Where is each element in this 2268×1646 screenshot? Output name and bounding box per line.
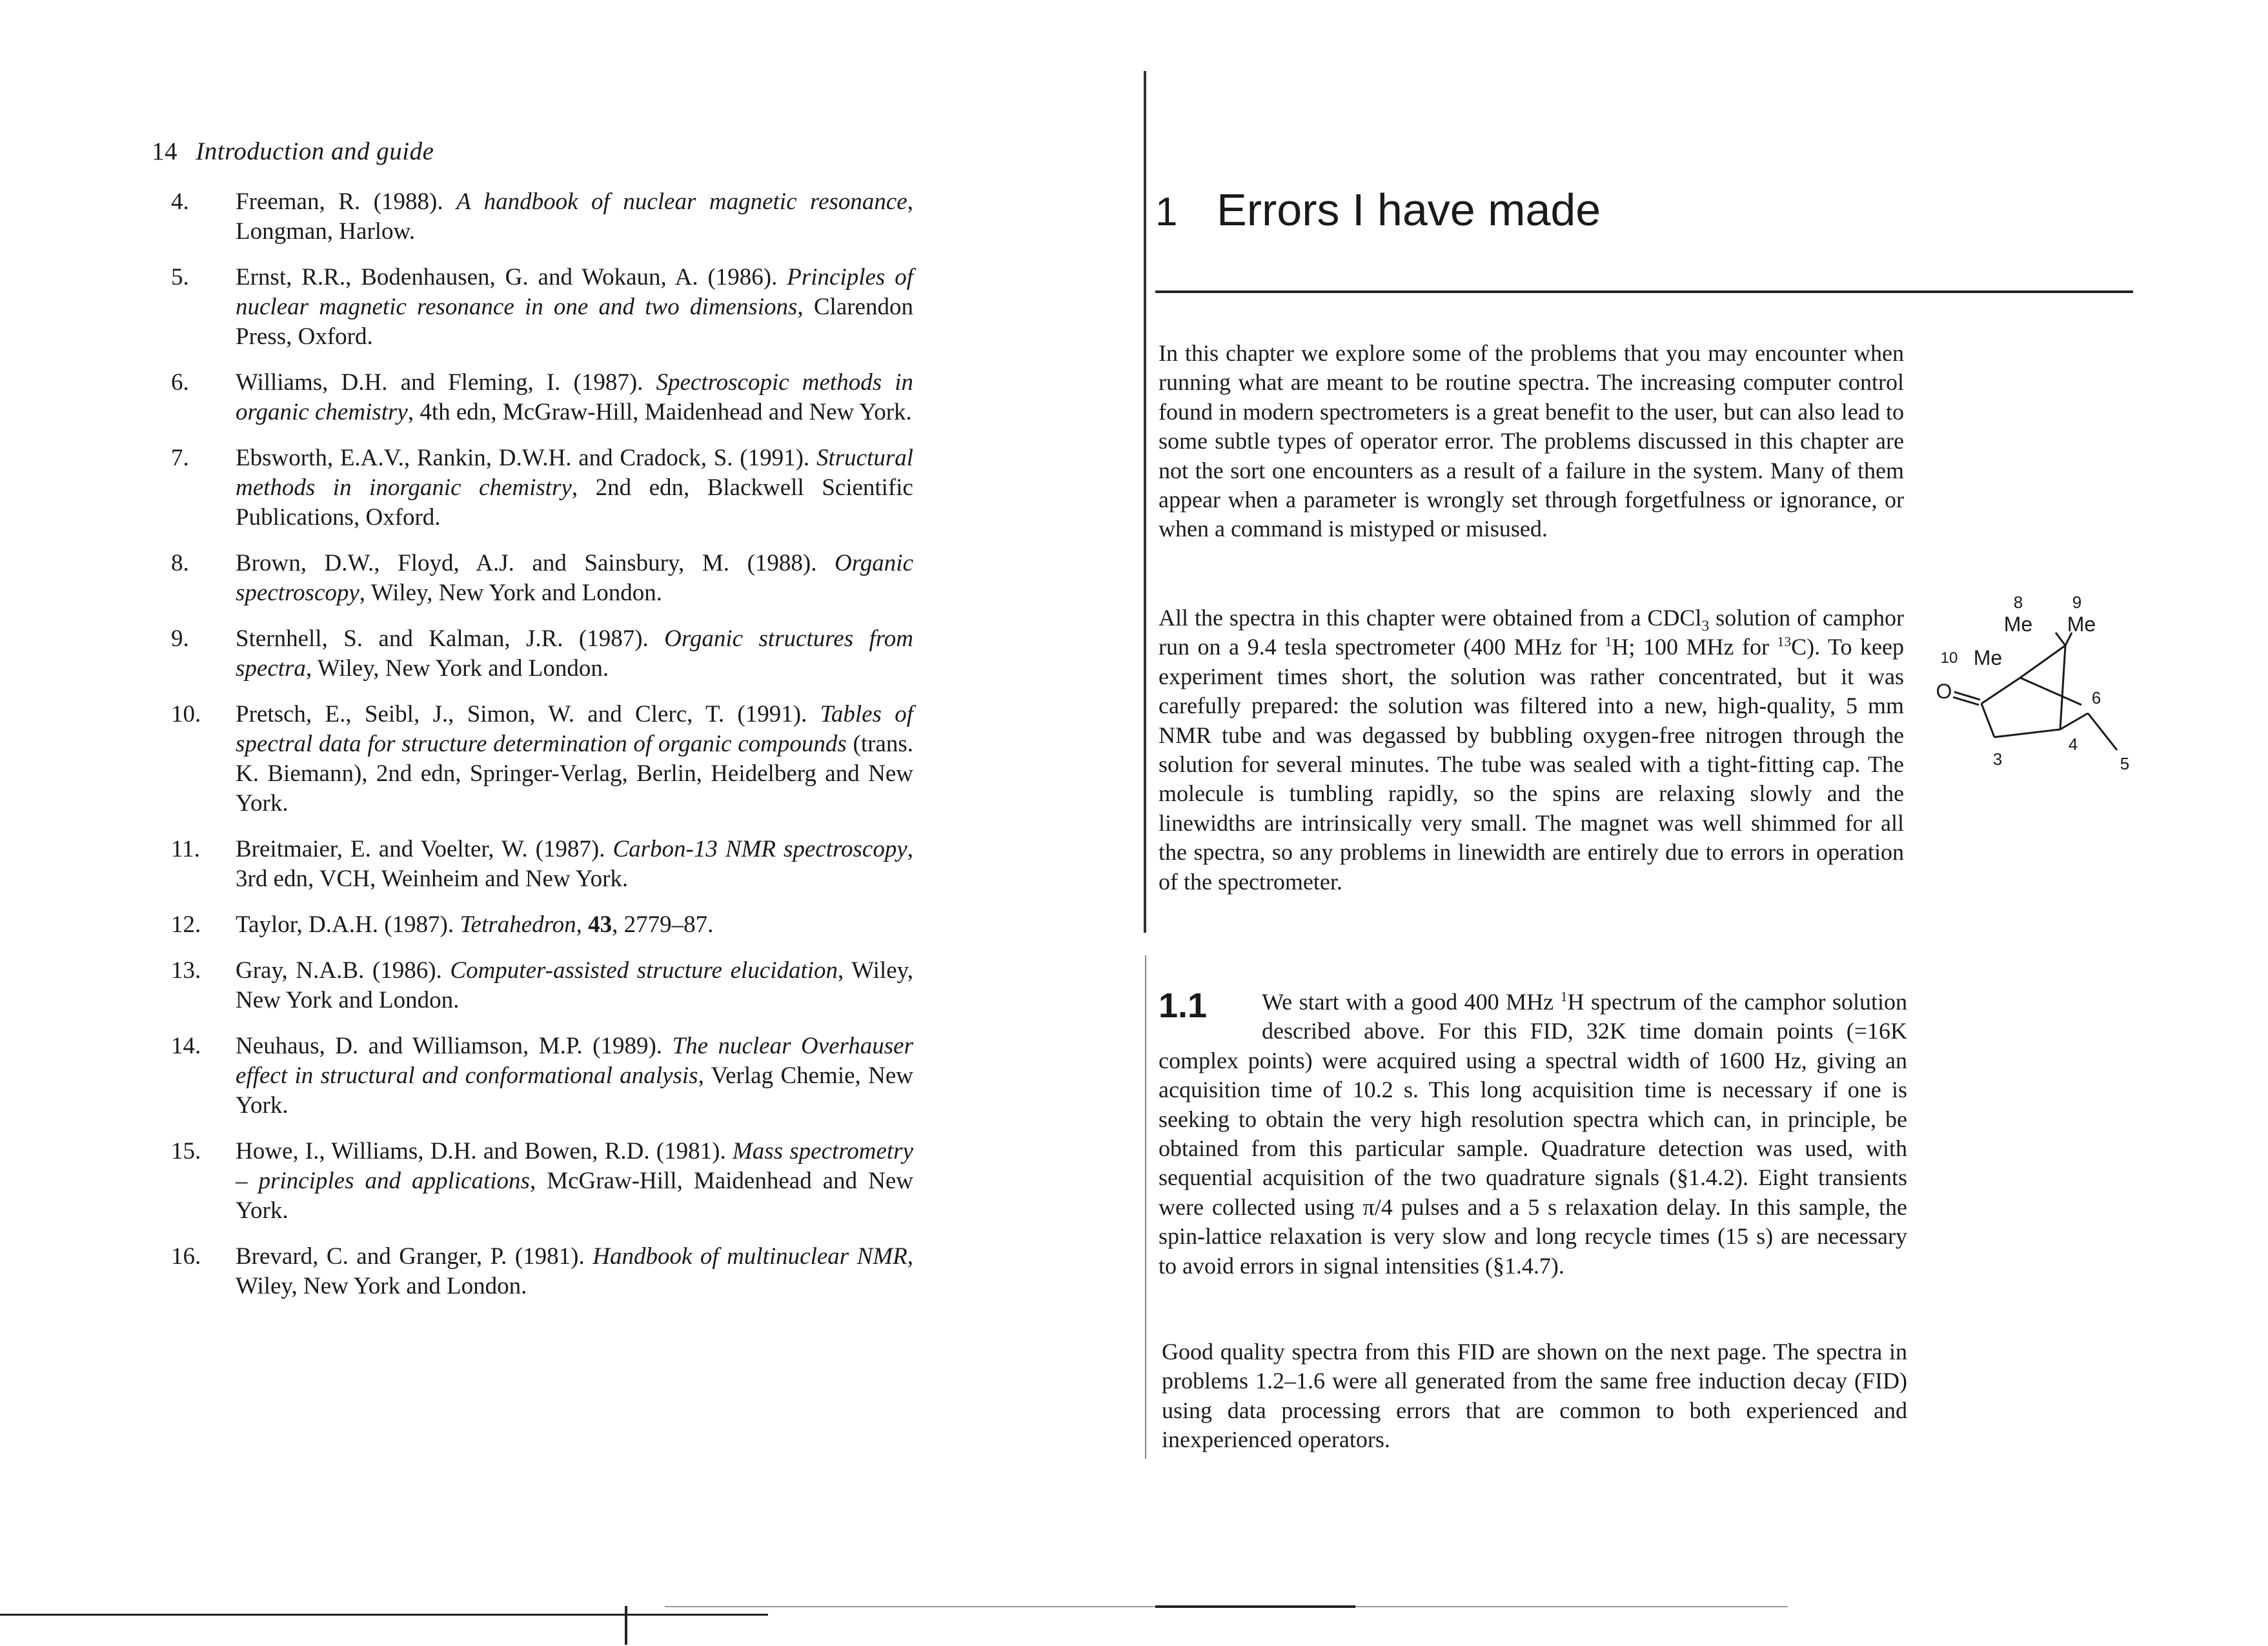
reference-number: 4. — [171, 188, 189, 215]
camphor-structure — [1910, 581, 2156, 794]
reference-number: 13. — [171, 957, 201, 984]
reference-number: 16. — [171, 1243, 201, 1270]
reference-number: 5. — [171, 264, 189, 290]
reference-number: 11. — [171, 836, 200, 862]
reference-number: 7. — [171, 445, 189, 471]
page-edge-line-dark — [1155, 1605, 1355, 1608]
bond — [2056, 633, 2065, 645]
reference-item — [171, 700, 913, 818]
bond — [2060, 645, 2065, 729]
gutter-shadow-lower — [1145, 955, 1146, 1459]
reference-text: Pretsch, E., Seibl, J., Simon, W. and Clerc, T. (1991). Tables of spectral data for structure determination of organic compounds (trans. K. Biemann), 2nd edn, Springer-Verlag, Berlin, Heidelberg and New York. — [236, 701, 914, 817]
label-c6: 6 — [2091, 688, 2101, 707]
reference-item — [171, 1031, 913, 1121]
label-c10: 10 — [1940, 649, 1958, 667]
reference-number: 6. — [171, 369, 189, 396]
reference-text: Brevard, C. and Granger, P. (1981). Handbook of multinuclear NMR, Wiley, New York and London. — [236, 1243, 913, 1299]
running-head — [152, 137, 434, 166]
closing-text: Good quality spectra from this FID are shown on the next page. The spectra in problems 1.2–1.6 were all generated from the same free induction decay (FID) using data processing errors that are common to both experienced and inexperienced operators. — [1162, 1339, 1907, 1453]
reference-item — [171, 835, 913, 894]
bond — [2060, 713, 2088, 729]
problem-text: We start with a good 400 MHz $^1$H spectrum of the camphor solution described above. For this FID, 32K time domain points (=16K complex points) were acquired using a spectral width of 1600 Hz, giving an acquisition time of 10.2 s. This long acquisition time is necessary if one is seeking to obtain the very high resolution spectra which can, in principle, be obtained from this particular sample. Quadrature detection was used, with sequential acquisition of the two quadrature signals (§1.4.2). Eight transients were collected using π/4 pulses and a 5 s relaxation delay. In this sample, the spin-lattice relaxation is very slow and long recycle times (15 s) are necessary to avoid errors in signal intensities (§1.4.7). — [1159, 989, 1907, 1279]
problem-number: 1.1 — [1159, 986, 1208, 1025]
bond — [2088, 713, 2117, 750]
label-c5: 5 — [2120, 754, 2130, 773]
reference-item — [171, 187, 913, 247]
reference-text: Sternhell, S. and Kalman, J.R. (1987). Organic structures from spectra, Wiley, New York and London. — [236, 625, 913, 682]
reference-item — [171, 1242, 913, 1301]
bond — [2020, 678, 2081, 705]
page-edge-line — [0, 1614, 768, 1616]
reference-text: Taylor, D.A.H. (1987). Tetrahedron, 43, 2779–87. — [236, 911, 714, 938]
reference-text: Ebsworth, E.A.V., Rankin, D.W.H. and Cradock, S. (1991). Structural methods in inorganic chemistry, 2nd edn, Blackwell Scientific Publications, Oxford. — [236, 445, 913, 531]
reference-text: Howe, I., Williams, D.H. and Bowen, R.D. (1981). Mass spectrometry – principles and applications, McGraw-Hill, Maidenhead and New York. — [236, 1138, 913, 1224]
label-c4: 4 — [2068, 735, 2078, 754]
closing-paragraph — [1162, 1337, 1907, 1455]
running-title: Introduction and guide — [196, 137, 434, 165]
reference-item — [171, 956, 913, 1015]
bond — [1994, 729, 2060, 737]
reference-item — [171, 624, 913, 684]
reference-number: 8. — [171, 550, 189, 576]
problem-1-1 — [1159, 988, 1907, 1281]
bond — [2020, 645, 2065, 678]
label-c9: 9 — [2072, 593, 2082, 612]
label-c3: 3 — [1992, 749, 2003, 769]
intro-paragraph — [1159, 339, 1904, 544]
reference-number: 12. — [171, 911, 201, 938]
page-number: 14 — [152, 137, 177, 165]
reference-item — [171, 910, 913, 940]
bond — [1981, 678, 2020, 704]
reference-item — [171, 368, 913, 427]
label-me10: Me — [1973, 646, 2003, 669]
reference-text: Breitmaier, E. and Voelter, W. (1987). Carbon-13 NMR spectroscopy, 3rd edn, VCH, Weinheim and New York. — [236, 836, 913, 892]
spectra-paragraph — [1159, 604, 1904, 897]
chapter-number: 1 — [1155, 190, 1178, 234]
reference-text: Neuhaus, D. and Williamson, M.P. (1989). The nuclear Overhauser effect in structural and conformational analysis, Verlag Chemie, New York. — [236, 1033, 913, 1119]
reference-item — [171, 1137, 913, 1226]
intro-text: In this chapter we explore some of the problems that you may encounter when running what are meant to be routine spectra. The increasing computer control found in modern spectrometers is a great benefit to the user, but can also lead to some subtle types of operator error. The problems discussed in this chapter are not the sort one encounters as a result of a failure in the system. Many of them appear when a parameter is wrongly set through forgetfulness or ignorance, or when a command is mistyped or misused. — [1159, 340, 1904, 542]
reference-text: Freeman, R. (1988). A handbook of nuclear magnetic resonance, Longman, Harlow. — [236, 188, 913, 245]
chapter-heading — [1155, 184, 1601, 236]
label-me9: Me — [2067, 613, 2096, 636]
reference-number: 15. — [171, 1138, 201, 1164]
chapter-title: Errors I have made — [1217, 185, 1601, 235]
reference-item — [171, 443, 913, 533]
reference-item — [171, 263, 913, 352]
label-c8: 8 — [2013, 593, 2023, 612]
spectra-text: All the spectra in this chapter were obtained from a CDCl$_3$ solution of camphor run on a 9.4 tesla spectrometer (400 MHz for $^1$H; 100 MHz for $^{13}$C). To keep experiment times short, the solution was rather concentrated, but it was carefully prepared: the solution was filtered into a new, high-quality, 5 mm NMR tube and was degassed by bubbling oxygen-free nitrogen through the solution for several minutes. The tube was sealed with a tight-fitting cap. The molecule is tumbling rapidly, so the spins are relaxing slowly and the linewidths are intrinsically very small. The magnet was well shimmed for all the spectra, so any problems in linewidth are entirely due to errors in operation of the spectrometer. — [1159, 605, 1904, 895]
reference-number: 14. — [171, 1033, 201, 1059]
chapter-rule — [1155, 290, 2133, 293]
reference-number: 10. — [171, 701, 201, 727]
label-oxygen: O — [1936, 680, 1952, 703]
reference-text: Gray, N.A.B. (1986). Computer-assisted structure elucidation, Wiley, New York and London. — [236, 957, 913, 1013]
reference-number: 9. — [171, 625, 189, 652]
reference-item — [171, 549, 913, 608]
page-edge-tick — [625, 1606, 627, 1645]
reference-list — [171, 187, 913, 1317]
gutter-shadow — [1144, 71, 1146, 933]
reference-text: Brown, D.W., Floyd, A.J. and Sainsbury, M. (1988). Organic spectroscopy, Wiley, New York and London. — [236, 550, 913, 606]
bond — [1981, 704, 1994, 737]
reference-text: Williams, D.H. and Fleming, I. (1987). Spectroscopic methods in organic chemistry, 4th edn, McGraw-Hill, Maidenhead and New York. — [236, 369, 913, 425]
label-me8: Me — [2003, 613, 2033, 636]
reference-text: Ernst, R.R., Bodenhausen, G. and Wokaun, A. (1986). Principles of nuclear magnetic resonance in one and two dimensions, Clarendon Press, Oxford. — [236, 264, 913, 350]
